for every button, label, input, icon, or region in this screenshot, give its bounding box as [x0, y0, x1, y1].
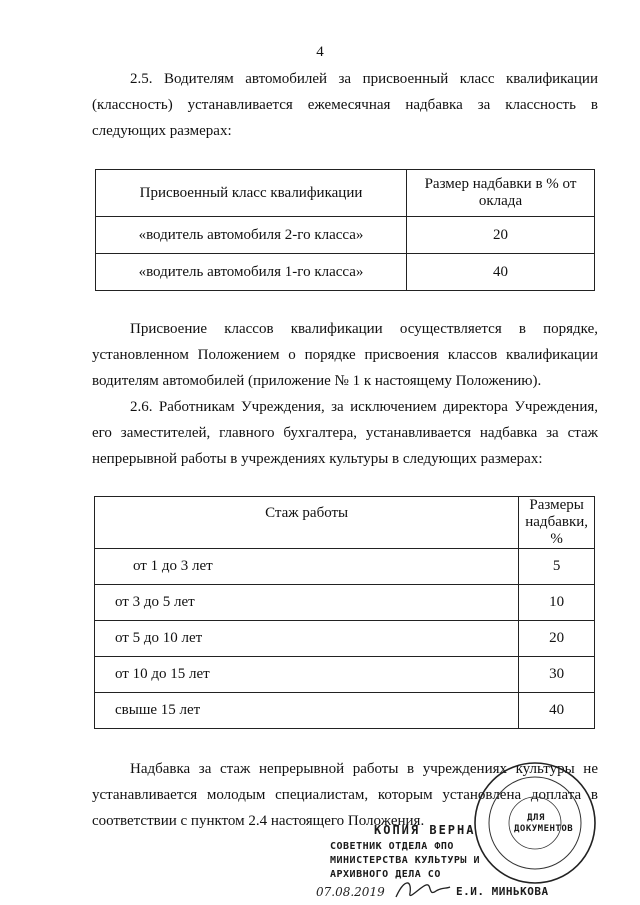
paragraph-line: установленном Положением о порядке присвоения классов квалификации [92, 347, 598, 363]
seal-center-text: ДЛЯ ДОКУМЕНТОВ [514, 813, 574, 834]
table-header-row [95, 497, 595, 549]
paragraph-line: его заместителей, главного бухгалтера, устанавливается надбавка за стаж [92, 425, 598, 441]
table-cell: «водитель автомобиля 1-го класса» [96, 254, 407, 291]
paragraph-line: 2.5. Водителям автомобилей за присвоенный класс квалификации [130, 71, 598, 87]
stamp-signer-name: Е.И. МИНЬКОВА [456, 885, 549, 898]
table-cell: 40 [519, 693, 595, 729]
stamp-line: МИНИСТЕРСТВА КУЛЬТУРЫ И [330, 855, 480, 866]
signature-icon [392, 877, 452, 903]
table-cell: 10 [519, 585, 595, 621]
paragraph-line: 2.6. Работникам Учреждения, за исключением директора Учреждения, [130, 399, 598, 415]
table-header-cell: Стаж работы [95, 497, 519, 549]
table-row [96, 254, 595, 291]
table-cell: от 5 до 10 лет [95, 621, 519, 657]
handwritten-date: 07.08.2019 [316, 885, 385, 899]
paragraph-line: непрерывной работы в учреждениях культуры в следующих размерах: [92, 451, 543, 467]
table-cell: 30 [519, 657, 595, 693]
table-row [95, 585, 595, 621]
table-cell: свыше 15 лет [95, 693, 519, 729]
table-header-row [96, 170, 595, 217]
table-cell: 20 [519, 621, 595, 657]
paragraph-line: следующих размерах: [92, 123, 232, 139]
qualification-class-table [95, 169, 595, 291]
paragraph-line: Присвоение классов квалификации осуществляется в порядке, [130, 321, 598, 337]
table-header-cell: Присвоенный класс квалификации [96, 170, 407, 217]
paragraph-line: (классность) устанавливается ежемесячная надбавка за классность в [92, 97, 598, 113]
table-cell: от 1 до 3 лет [95, 549, 519, 585]
table-row [95, 657, 595, 693]
page-number: 4 [316, 44, 324, 60]
paragraph-line: устанавливается молодым специалистам, которым установлена доплата в [92, 787, 598, 803]
table-header-cell: Размер надбавки в % от оклада [407, 170, 595, 217]
table-cell: 20 [407, 217, 595, 254]
copy-verified-label: КОПИЯ ВЕРНА [374, 823, 476, 837]
table-row [95, 621, 595, 657]
table-cell: «водитель автомобиля 2-го класса» [96, 217, 407, 254]
work-experience-table [94, 496, 595, 729]
table-cell: 40 [407, 254, 595, 291]
table-cell: 5 [519, 549, 595, 585]
table-row [95, 693, 595, 729]
stamp-line: СОВЕТНИК ОТДЕЛА ФПО [330, 841, 454, 852]
paragraph-line: водителям автомобилей (приложение № 1 к настоящему Положению). [92, 373, 542, 389]
stamp-line: АРХИВНОГО ДЕЛА СО [330, 869, 441, 880]
table-cell: от 3 до 5 лет [95, 585, 519, 621]
paragraph-2-5 [92, 66, 598, 144]
paragraph-line: Надбавка за стаж непрерывной работы в учреждениях культуры не [130, 761, 598, 777]
paragraph-line: соответствии с пунктом 2.4 настоящего Положения. [92, 813, 425, 829]
certification-stamp [300, 745, 640, 905]
table-row [95, 549, 595, 585]
paragraph-class-assignment [92, 316, 598, 394]
table-cell: от 10 до 15 лет [95, 657, 519, 693]
table-header-cell: Размеры надбавки, % [519, 497, 595, 549]
paragraph-2-6 [92, 394, 598, 472]
table-row [96, 217, 595, 254]
